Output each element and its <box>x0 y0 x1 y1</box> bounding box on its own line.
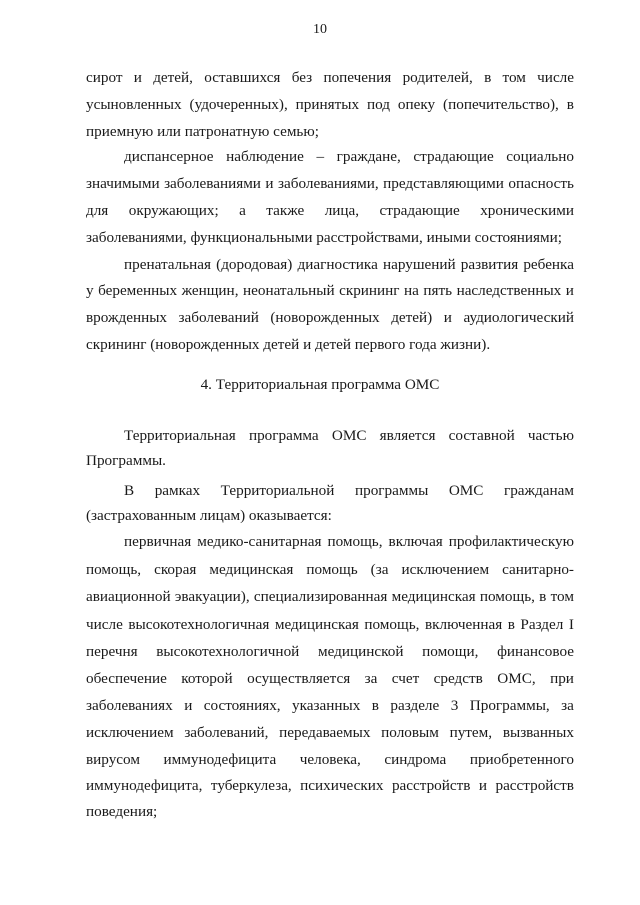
word: медицинская <box>274 616 359 633</box>
word: окружающих; <box>128 202 219 219</box>
word: синдрома <box>384 751 447 768</box>
word: в <box>507 616 515 633</box>
text-line <box>124 534 574 549</box>
word: нарушений <box>382 256 456 273</box>
text-line <box>86 671 574 686</box>
word: (удочеренных), <box>189 96 288 113</box>
word: при <box>550 670 574 687</box>
word: половым <box>381 724 439 741</box>
word: и <box>265 175 274 192</box>
word: I <box>568 616 574 633</box>
word: расстройств <box>495 777 574 794</box>
word: медико-санитарная <box>197 533 322 550</box>
text-line: скрининг (новорожденных детей и детей первого года жизни). <box>86 336 491 353</box>
word: на <box>404 282 419 299</box>
word: осуществляется <box>247 670 351 687</box>
word: 3 <box>450 697 459 714</box>
word: пять <box>423 282 453 299</box>
word: детей) <box>391 309 433 326</box>
word: пренатальная <box>124 256 211 273</box>
word: родителей, <box>402 69 473 86</box>
text-line <box>86 589 574 604</box>
word: и <box>184 697 193 714</box>
word: значимыми <box>86 175 160 192</box>
word: высокотехнологичная <box>128 616 270 633</box>
word: скрининг <box>339 282 400 299</box>
word: опеку <box>397 96 436 113</box>
word: Территориальная <box>124 427 236 444</box>
word: и <box>133 69 142 86</box>
word: медицинской <box>317 643 404 660</box>
word: вызванных <box>502 724 574 741</box>
word: Программы, <box>469 697 550 714</box>
word: помощь, <box>479 588 535 605</box>
word: финансовое <box>497 643 574 660</box>
text-line: приемную или патронатную семью; <box>86 123 319 140</box>
word: (за <box>370 561 389 578</box>
text-line <box>86 644 574 659</box>
word: заболеваниях <box>86 697 173 714</box>
word: заболеваниями, <box>278 175 379 192</box>
word: психических <box>300 777 384 794</box>
word: граждане, <box>336 148 401 165</box>
word: которой <box>181 670 233 687</box>
word: опасность <box>508 175 574 192</box>
word: страдающие <box>413 148 494 165</box>
text-line <box>86 310 574 325</box>
word: том <box>550 588 574 605</box>
word: санитарно- <box>502 561 574 578</box>
word: иммунодефицита, <box>86 777 203 794</box>
word: диагностика <box>297 256 378 273</box>
word: помощь, <box>364 616 420 633</box>
word: в <box>484 69 492 86</box>
word: оставшихся <box>204 69 281 86</box>
word: человека, <box>299 751 361 768</box>
text-line <box>124 257 574 272</box>
word: программы <box>354 482 429 499</box>
text-line <box>86 778 574 793</box>
word: ОМС <box>331 427 367 444</box>
text-line <box>86 752 574 767</box>
word: включая <box>388 533 443 550</box>
text-line: заболеваниями, функциональными расстройствами, иными состояниями; <box>86 229 563 246</box>
word: заболеваний, <box>184 724 269 741</box>
word: ОМС, <box>497 670 536 687</box>
word: приобретенного <box>469 751 574 768</box>
text-line: Программы. <box>86 452 166 469</box>
page-number: 10 <box>313 22 327 37</box>
text-line <box>124 428 574 443</box>
word: беременных <box>98 282 178 299</box>
word: помощь <box>306 561 358 578</box>
word: и <box>443 309 452 326</box>
word: перечня <box>86 643 138 660</box>
word: развития <box>460 256 519 273</box>
word: том <box>502 69 526 86</box>
word: помощи, <box>422 643 479 660</box>
word: иммунодефицита <box>163 751 277 768</box>
word: составной <box>448 427 515 444</box>
word: сирот <box>86 69 123 86</box>
word: принятых <box>295 96 360 113</box>
word: Территориальной <box>220 482 335 499</box>
word: (дородовая) <box>216 256 293 273</box>
word: Раздел <box>520 616 564 633</box>
word: детей, <box>153 69 193 86</box>
word: попечения <box>323 69 392 86</box>
word: а <box>239 202 246 219</box>
word: заболеваниями <box>164 175 261 192</box>
word: за <box>561 697 574 714</box>
word: и <box>478 777 488 794</box>
word: (попечительство), <box>443 96 559 113</box>
word: гражданам <box>503 482 574 499</box>
text-line <box>86 70 574 85</box>
text-line <box>86 698 574 713</box>
word: медицинская <box>391 588 476 605</box>
word: лица, <box>324 202 360 219</box>
text-line <box>86 97 574 112</box>
word: счет <box>391 670 420 687</box>
word: путем, <box>449 724 493 741</box>
word: для <box>86 202 109 219</box>
word: числе <box>86 616 123 633</box>
word: средств <box>433 670 483 687</box>
word: вирусом <box>86 751 140 768</box>
word: хроническими <box>480 202 574 219</box>
word: первичная <box>124 533 192 550</box>
text-line <box>86 725 574 740</box>
word: социально <box>506 148 574 165</box>
word: представляющими <box>383 175 504 192</box>
word: наблюдение <box>226 148 304 165</box>
word: высокотехнологичной <box>156 643 300 660</box>
text-line <box>124 483 574 498</box>
word: медицинская <box>209 561 294 578</box>
text-line <box>86 203 574 218</box>
text-line: поведения; <box>86 803 158 820</box>
text-line <box>124 149 574 164</box>
word: рамках <box>154 482 201 499</box>
text-line <box>86 562 574 577</box>
word: также <box>266 202 305 219</box>
word: указанных <box>292 697 361 714</box>
word: страдающие <box>379 202 460 219</box>
word: в <box>566 96 574 113</box>
word: (новорожденных <box>270 309 380 326</box>
word: специализированная <box>253 588 388 605</box>
word: числе <box>537 69 574 86</box>
word: ОМС <box>448 482 484 499</box>
word: аудиологический <box>463 309 574 326</box>
word: авиационной <box>86 588 171 605</box>
word: скорая <box>154 561 197 578</box>
word: врожденных <box>86 309 167 326</box>
word: исключением <box>401 561 490 578</box>
word: под <box>366 96 390 113</box>
word: женщин, <box>181 282 239 299</box>
word: помощь, <box>327 533 383 550</box>
word: профилактическую <box>448 533 574 550</box>
word: за <box>364 670 378 687</box>
word: передаваемых <box>279 724 371 741</box>
word: включенная <box>424 616 503 633</box>
word: в <box>539 588 547 605</box>
section-heading: 4. Территориальная программа ОМС <box>200 376 440 393</box>
word: ребенка <box>523 256 574 273</box>
word: В <box>124 482 135 499</box>
word: разделе <box>390 697 440 714</box>
word: без <box>291 69 313 86</box>
word: – <box>316 148 325 165</box>
text-line <box>86 283 574 298</box>
text-line <box>86 617 574 632</box>
word: и <box>565 282 574 299</box>
word: наследственных <box>456 282 562 299</box>
word: программа <box>248 427 319 444</box>
word: обеспечение <box>86 670 167 687</box>
word: заболеваний <box>178 309 259 326</box>
word: туберкулеза, <box>210 777 292 794</box>
word: частью <box>527 427 574 444</box>
text-line <box>86 176 574 191</box>
word: неонатальный <box>242 282 335 299</box>
word: эвакуации), <box>174 588 250 605</box>
word: в <box>371 697 379 714</box>
word: состояниях, <box>203 697 281 714</box>
word: у <box>86 282 94 299</box>
word: является <box>379 427 436 444</box>
word: усыновленных <box>86 96 182 113</box>
word: диспансерное <box>124 148 214 165</box>
text-line: (застрахованным лицам) оказывается: <box>86 507 332 524</box>
word: расстройств <box>391 777 471 794</box>
word: исключением <box>86 724 174 741</box>
word: помощь, <box>86 561 142 578</box>
